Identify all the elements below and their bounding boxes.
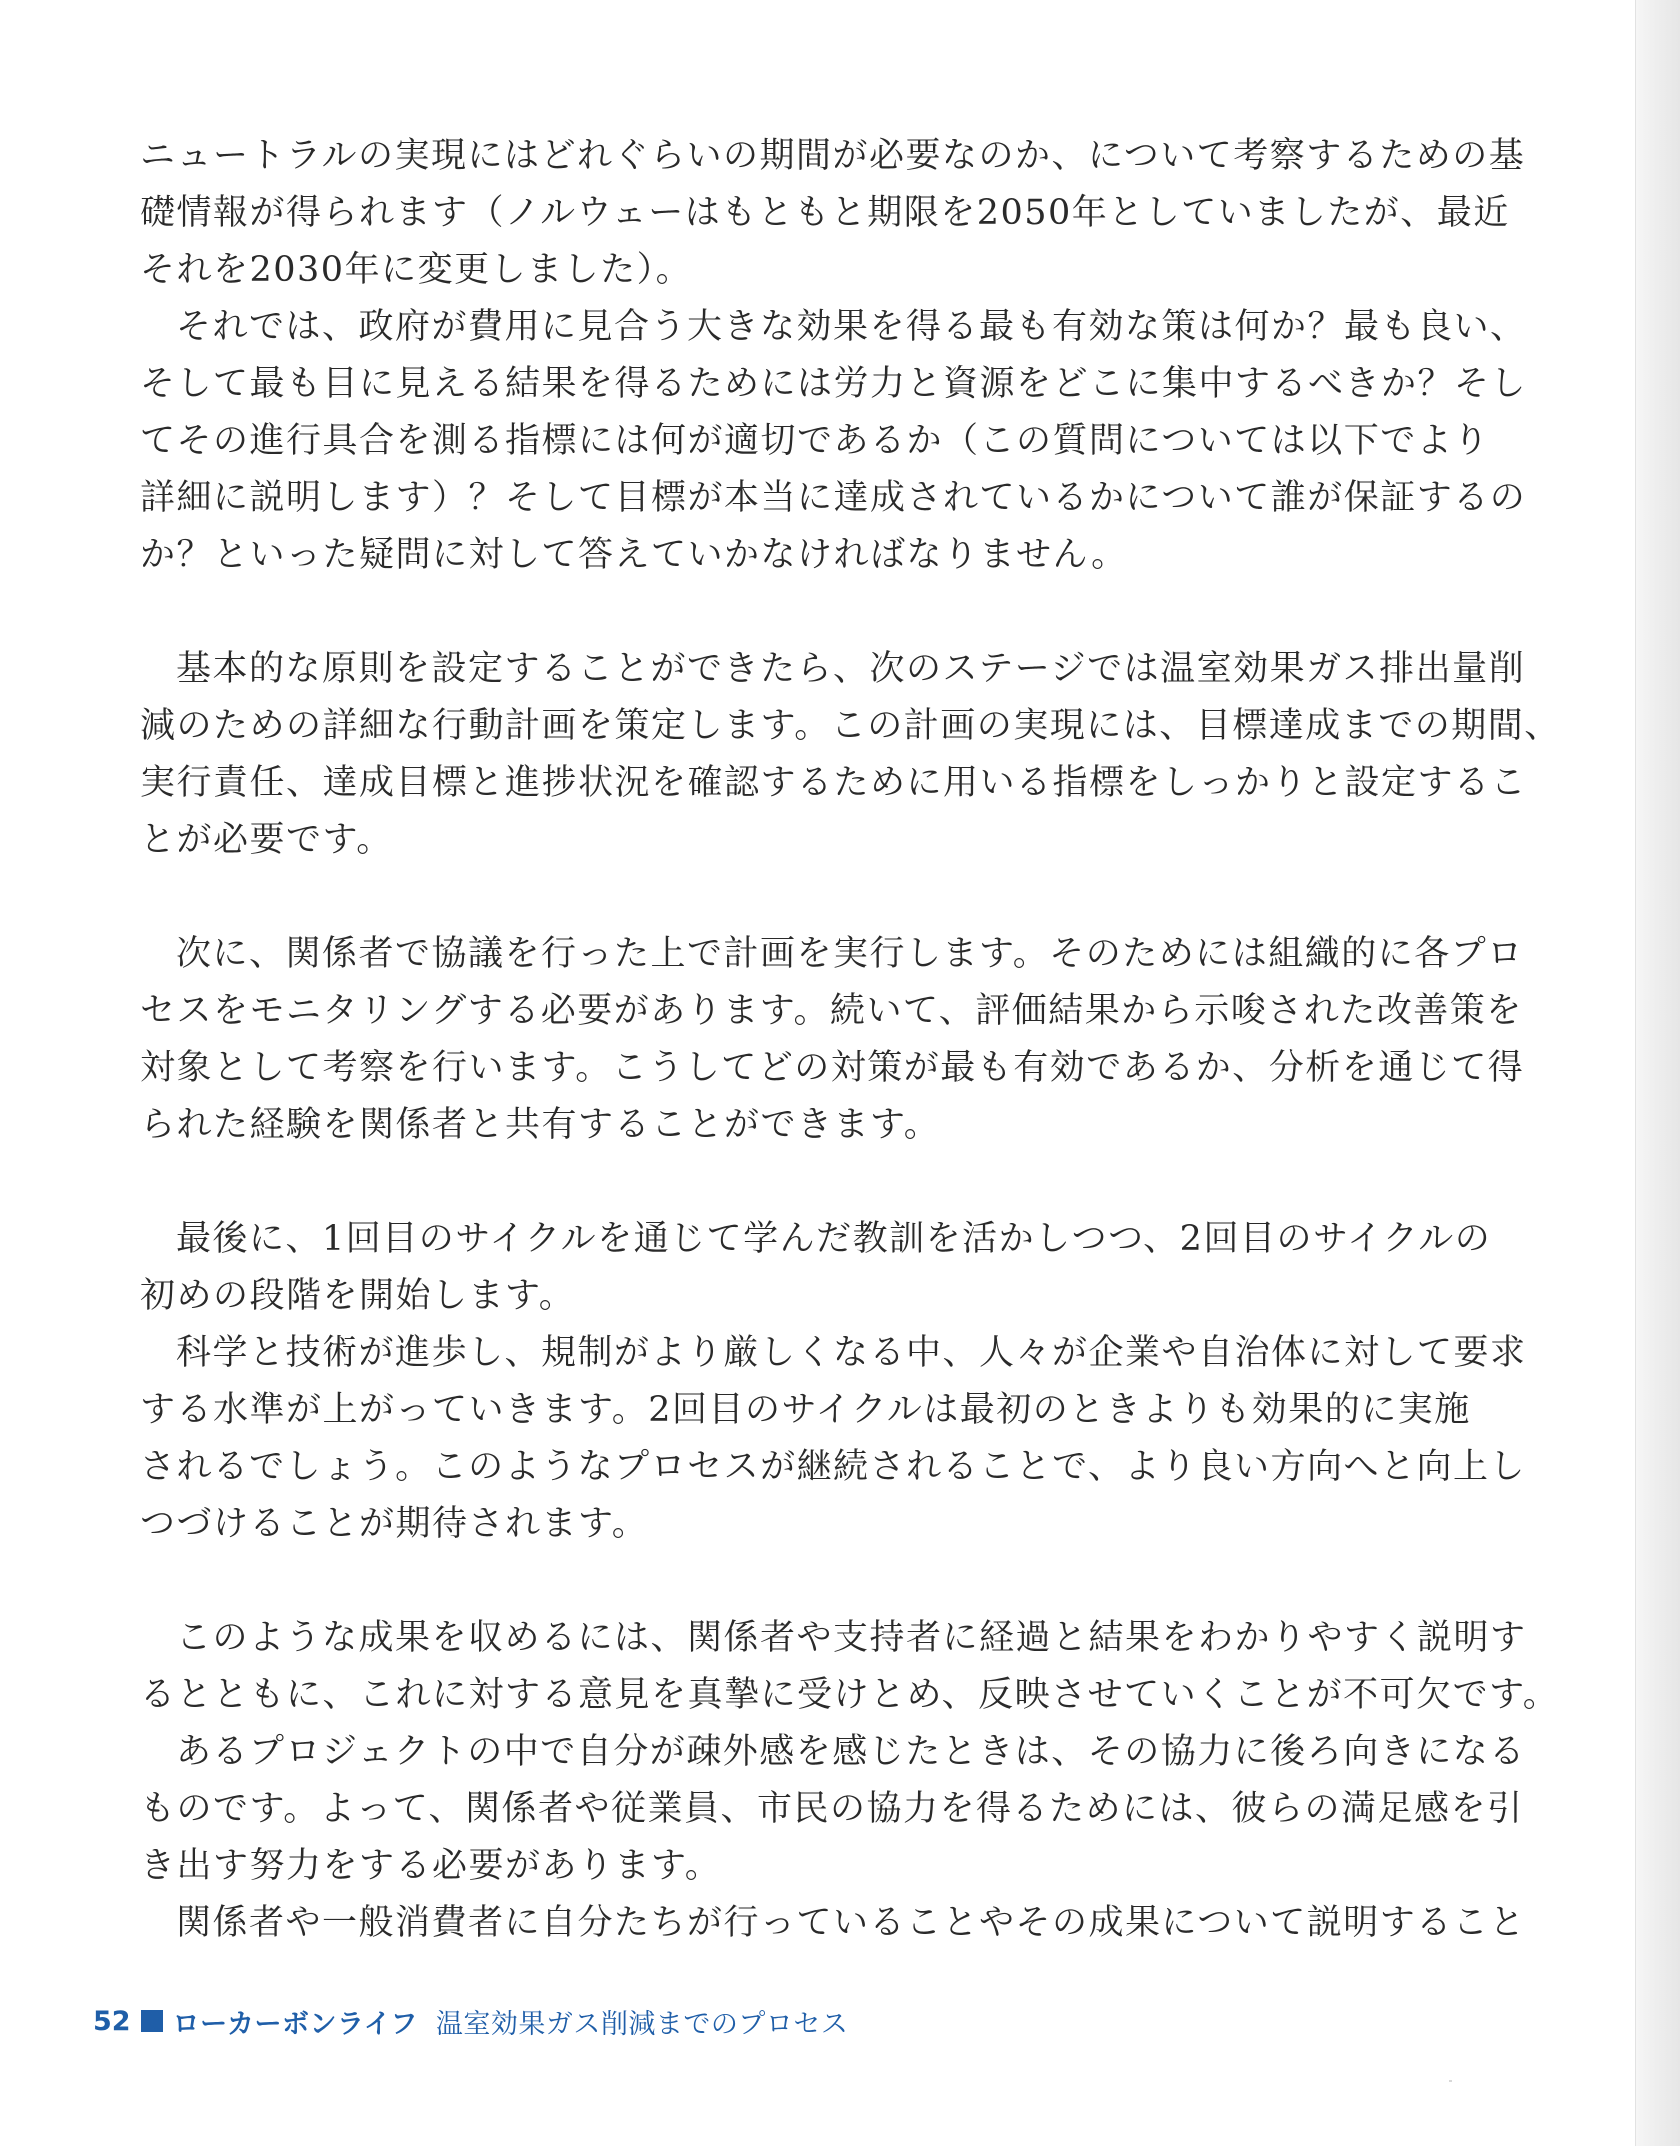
text-line: 基本的な原則を設定することができたら、次のステージでは温室効果ガス排出量削 (176, 649, 1526, 689)
text-line: 初めの段階を開始します。 (140, 1276, 576, 1316)
page-footer (93, 2001, 848, 2041)
text-line: 実行責任、達成目標と進捗状況を確認するために用いる指標をしっかりと設定するこ (140, 763, 1528, 803)
text-line: ものです。よって、関係者や従業員、市民の協力を得るためには、彼らの満足感を引 (140, 1789, 1524, 1829)
text-line: られた経験を関係者と共有することができます。 (140, 1105, 941, 1145)
text-line: 減のための詳細な行動計画を策定します。この計画の実現には、目標達成までの期間、 (140, 706, 1561, 746)
paragraph-gap (140, 869, 1540, 926)
paragraph-gap (140, 1154, 1540, 1211)
text-line: 科学と技術が進歩し、規制がより厳しくなる中、人々が企業や自治体に対して要求 (176, 1333, 1527, 1373)
text-line: 対象として考察を行います。こうしてどの対策が最も有効であるか、分析を通じて得 (140, 1048, 1525, 1088)
text-line: それでは、政府が費用に見合う大きな効果を得る最も有効な策は何か？最も良い、 (176, 307, 1527, 347)
text-line: 最後に、1回目のサイクルを通じて学んだ教訓を活かしつつ、2回目のサイクルの (176, 1219, 1492, 1259)
paragraph-gap (140, 1553, 1540, 1610)
scan-speck (1449, 2080, 1452, 2082)
text-line: 次に、関係者で協議を行った上で計画を実行します。そのためには組織的に各プロ (176, 934, 1524, 974)
text-line: それを2030年に変更しました）。 (140, 250, 693, 290)
square-icon (141, 2010, 163, 2032)
text-line: ニュートラルの実現にはどれぐらいの期間が必要なのか、について考察するための基 (140, 136, 1526, 176)
text-line: つづけることが期待されます。 (140, 1504, 649, 1544)
text-line: とが必要です。 (140, 820, 393, 860)
page-number: 52 (93, 2005, 131, 2037)
text-line: き出す努力をする必要があります。 (140, 1846, 722, 1886)
text-line: セスをモニタリングする必要があります。続いて、評価結果から示唆された改善策を (140, 991, 1523, 1031)
text-line: か？といった疑問に対して答えていかなければなりません。 (140, 535, 1128, 575)
chapter-title: 温室効果ガス削減までのプロセス (435, 2008, 849, 2040)
paragraph-gap (140, 584, 1540, 641)
text-line: あるプロジェクトの中で自分が疎外感を感じたときは、その協力に後ろ向きになる (176, 1732, 1526, 1772)
text-line: 詳細に説明します）？そして目標が本当に達成されているかについて誰が保証するの (140, 478, 1527, 518)
text-line: そして最も目に見える結果を得るためには労力と資源をどこに集中するべきか？そし (140, 364, 1528, 404)
text-line: 関係者や一般消費者に自分たちが行っていることやその成果について説明すること (176, 1903, 1526, 1943)
text-line: このような成果を収めるには、関係者や支持者に経過と結果をわかりやすく説明す (176, 1618, 1527, 1658)
text-line: する水準が上がっていきます。2回目のサイクルは最初のときよりも効果的に実施 (140, 1390, 1471, 1430)
text-line: てその進行具合を測る指標には何が適切であるか（この質問については以下でより (140, 421, 1490, 461)
page-edge (1635, 0, 1680, 2146)
text-line: 礎情報が得られます（ノルウェーはもともと期限を2050年としていましたが、最近 (140, 193, 1510, 233)
text-line: されるでしょう。このようなプロセスが継続されることで、より良い方向へと向上し (140, 1447, 1526, 1487)
body-text (140, 128, 1561, 1952)
book-title: ローカーボンライフ (172, 2008, 418, 2040)
text-line: るとともに、これに対する意見を真摯に受けとめ、反映させていくことが不可欠です。 (140, 1675, 1560, 1715)
